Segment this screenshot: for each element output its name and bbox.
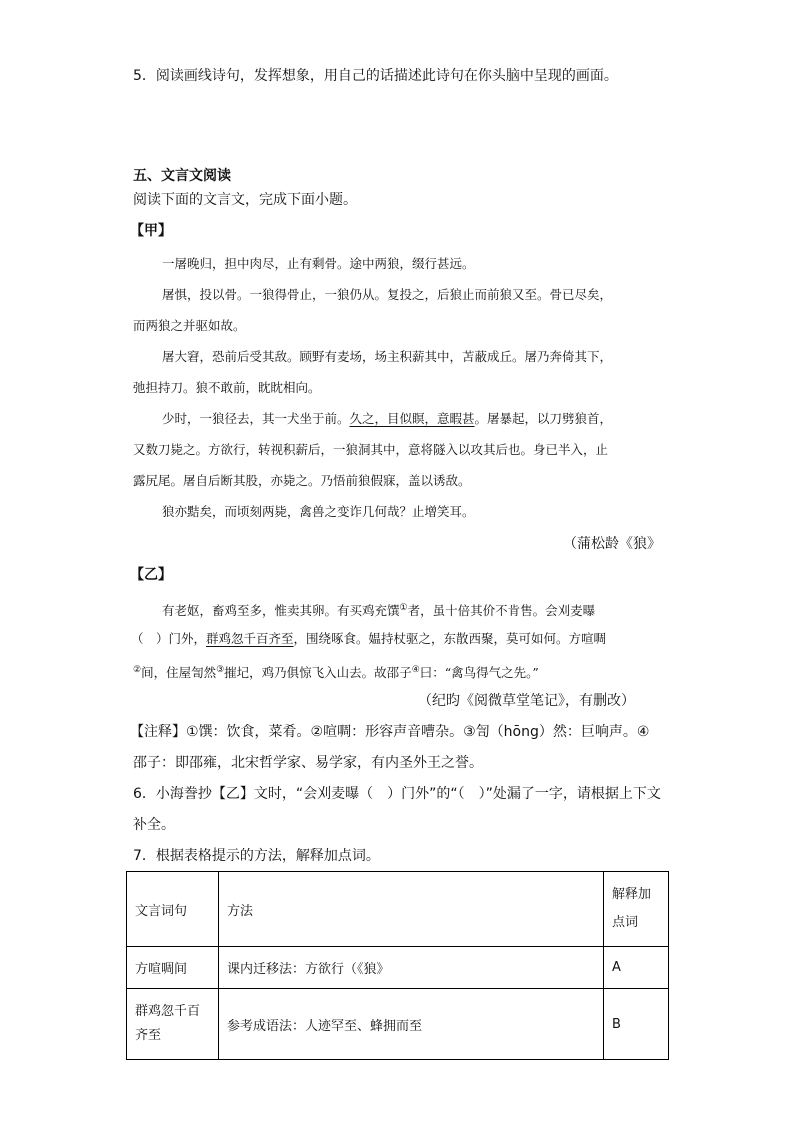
jia-paragraph-3b: 弛担持刀。狼不敢前，眈眈相向。 — [133, 380, 321, 395]
table-cell: 群鸡忽千百齐至 — [127, 989, 219, 1060]
yi-l3-a: 间，住屋訇然 — [141, 665, 217, 681]
section-intro: 阅读下面的文言文，完成下面小题。 — [133, 192, 357, 208]
yi-l3-b: 摧圮，鸡乃俱惊飞入山去。故邵子 — [224, 665, 412, 681]
table-cell: 参考成语法：人迹罕至、蜂拥而至 — [219, 989, 604, 1060]
jia-p4-tail: 。屠暴起，以刀劈狼首， — [474, 411, 613, 426]
jia-source: （蒲松龄《狼》 — [563, 536, 661, 552]
yi-l2-lead: （ ）门外， — [131, 631, 207, 646]
note-marker: ④ — [411, 665, 420, 675]
answer-cell-b: B — [604, 989, 669, 1060]
section-title: 五、文言文阅读 — [133, 168, 231, 184]
yi-l3-c: 曰：“禽鸟得气之先。” — [419, 665, 539, 681]
jia-p4-lead: 少时，一狼径去，其一犬坐于前。 — [162, 411, 350, 426]
yi-line-3 — [133, 660, 539, 683]
header-cell: 解释加点词 — [604, 872, 669, 947]
yi-line-2 — [131, 629, 606, 649]
question-7: 7．根据表格提示的方法，解释加点词。 — [133, 848, 380, 864]
table-row — [127, 989, 669, 1060]
yi-underlined-phrase: 群鸡忽千百齐至 — [206, 631, 294, 646]
table-header-row — [127, 872, 669, 947]
jia-paragraph-1: 一屠晚归，担中肉尽，止有剩骨。途中两狼，缀行甚远。 — [162, 256, 475, 271]
jia-paragraph-2a: 屠惧，投以骨。一狼得骨止，一狼仍从。复投之，后狼止而前狼又至。骨已尽矣， — [162, 287, 613, 302]
jia-underlined-phrase: 久之，目似瞑，意暇甚 — [349, 411, 475, 426]
jia-paragraph-4b: 又数刀毙之。方欲行，转视积薪后，一狼洞其中，意将隧入以攻其后也。身已半入，止 — [133, 442, 609, 457]
passage-yi-label: 【乙】 — [130, 567, 172, 583]
note-marker: ③ — [216, 665, 225, 675]
yi-l2-tail: ，围绕啄食。媪持杖驱之，东散西聚，莫可如何。方喧啁 — [293, 631, 607, 646]
header-cell: 方法 — [219, 872, 604, 947]
table-cell: 课内迁移法：方欲行（《狼》 — [219, 947, 604, 989]
jia-paragraph-5: 狼亦黠矣，而顷刻两毙，禽兽之变诈几何哉？止增笑耳。 — [162, 504, 475, 519]
header-cell: 文言词句 — [127, 872, 219, 947]
table-row — [127, 947, 669, 989]
method-table — [126, 871, 669, 1060]
question-6-line-2: 补全。 — [133, 817, 175, 833]
yi-source: （纪昀《阅微草堂笔记》，有删改） — [418, 693, 635, 709]
jia-paragraph-2b: 而两狼之并驱如故。 — [133, 318, 246, 333]
note-marker: ② — [133, 665, 142, 675]
notes-line-2: 邵子：即邵雍，北宋哲学家、易学家，有内圣外王之誉。 — [133, 755, 483, 771]
yi-l1-lead: 有老妪，畜鸡至多，惟卖其卵。有买鸡充馔 — [162, 603, 400, 619]
passage-jia-label: 【甲】 — [130, 223, 172, 239]
yi-line-1 — [162, 598, 595, 621]
question-5: 5．阅读画线诗句，发挥想象，用自己的话描述此诗句在你头脑中呈现的画面。 — [133, 68, 618, 84]
jia-paragraph-3a: 屠大窘，恐前后受其敌。顾野有麦场，场主积薪其中，苫蔽成丘。屠乃奔倚其下， — [162, 349, 613, 364]
notes-line-1: 【注释】①馔：饮食，菜肴。②喧啁：形容声音嘈杂。③訇（hōng）然：巨响声。④ — [130, 724, 650, 740]
note-marker: ① — [399, 603, 408, 613]
answer-cell-a: A — [604, 947, 669, 989]
question-6-line-1: 6．小海誊抄【乙】文时，“会刈麦曝（ ）门外”的“（ ）”处漏了一字，请根据上下文 — [133, 786, 661, 802]
table-cell: 方喧啁间 — [127, 947, 219, 989]
jia-paragraph-4a — [162, 409, 612, 429]
jia-paragraph-4c: 露尻尾。屠自后断其股，亦毙之。乃悟前狼假寐，盖以诱敌。 — [133, 473, 471, 488]
yi-l1-tail: 者，虽十倍其价不肯售。会刈麦曝 — [407, 603, 596, 619]
